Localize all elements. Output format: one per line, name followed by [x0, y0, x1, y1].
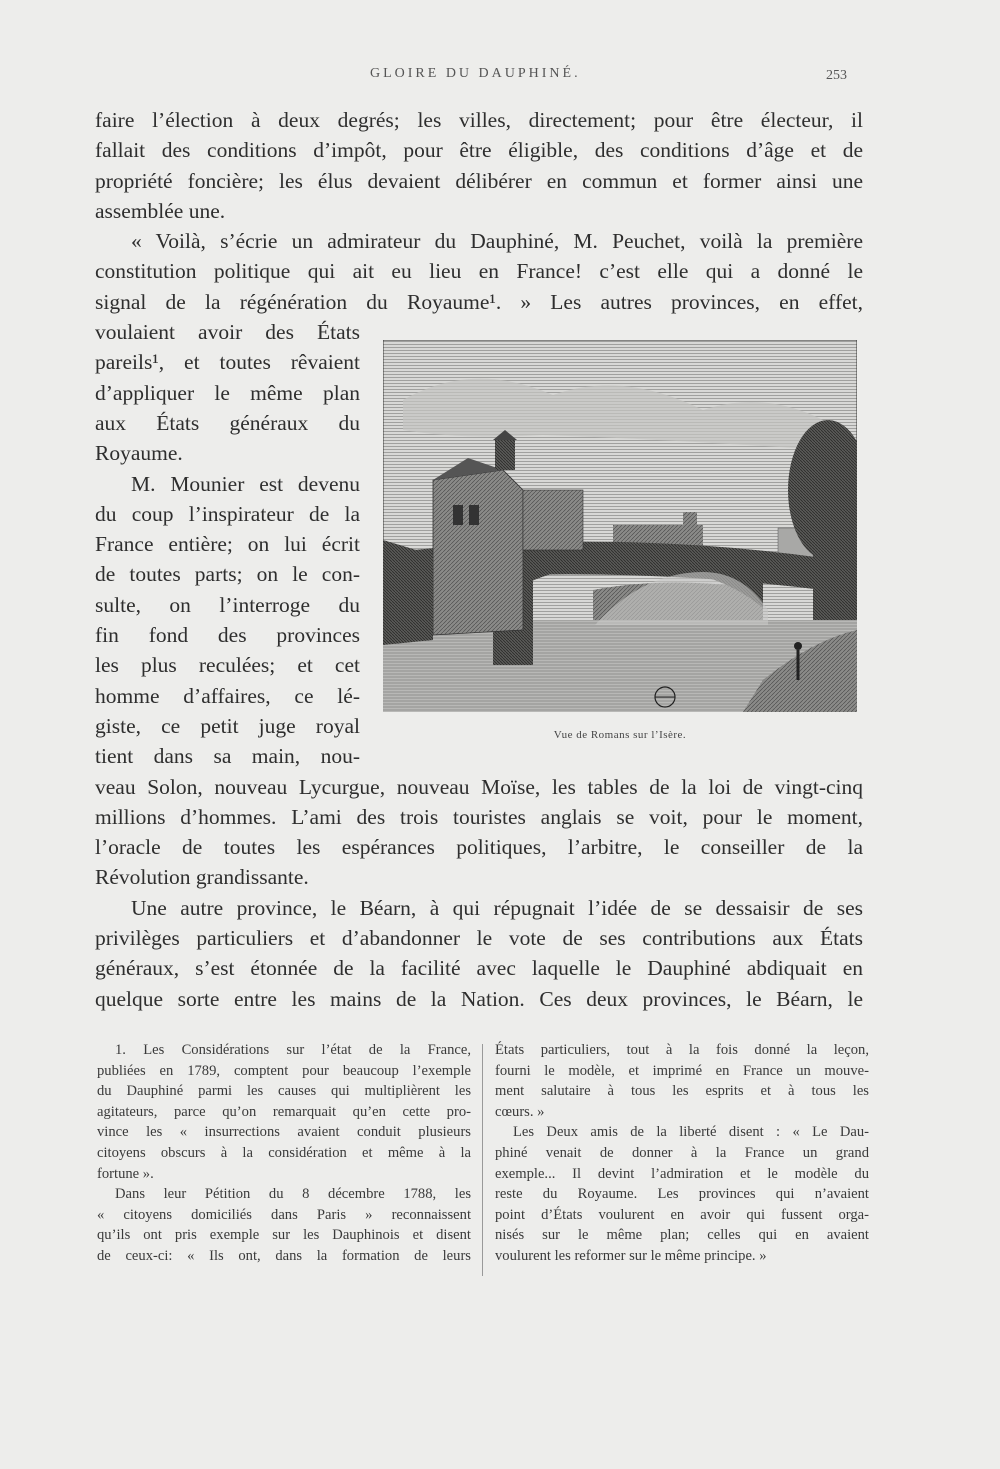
footnote-line: de ceux-ci: « Ils ont, dans la formation de leurs	[97, 1247, 471, 1264]
text-line: l’oracle de toutes les espérances politiques, l’arbitre, le conseiller de la	[95, 835, 863, 860]
text-line: constitution politique qui ait eu lieu en France! c’est elle qui a donné le	[95, 259, 863, 284]
figure-caption: Vue de Romans sur l’Isère.	[553, 729, 687, 741]
text-line: les plus reculées; et cet	[95, 653, 360, 678]
footnote-line: 1. Les Considérations sur l’état de la France,	[115, 1042, 471, 1058]
text-line: du coup l’inspirateur de la	[95, 501, 360, 526]
footnote-line: agitateurs, parce qu’on remarquait qu’en cette pro-	[97, 1103, 471, 1120]
footnote-divider	[482, 1044, 483, 1276]
footnote-line: nisés sur le même plan; celles qui en avaient	[495, 1227, 869, 1244]
footnote-line: fourni le modèle, et imprimé en France un mouve-	[495, 1062, 869, 1079]
text-line: millions d’hommes. L’ami des trois touristes anglais se voit, pour le moment,	[95, 804, 863, 829]
footnote-line: citoyens obscurs à la considération et même à la	[97, 1144, 471, 1161]
text-line: France entière; on lui écrit	[95, 532, 360, 557]
text-line: assemblée une.	[95, 198, 226, 223]
text-line: aux États généraux du	[95, 410, 360, 435]
footnote-column-left	[97, 1040, 471, 1267]
text-line: privilèges particuliers et d’abandonner le vote de ses contributions aux États	[95, 926, 863, 951]
text-line: tient dans sa main, nou-	[95, 744, 360, 769]
text-line: homme d’affaires, ce lé-	[95, 683, 360, 708]
engraving-illustration	[383, 340, 857, 712]
text-line: Une autre province, le Béarn, à qui répugnait l’idée de se dessaisir de ses	[131, 895, 863, 920]
text-line: pareils¹, et toutes rêvaient	[95, 350, 360, 375]
running-head	[0, 60, 1000, 90]
footnote-line: point d’États voulurent en avoir qui fussent orga-	[495, 1206, 869, 1223]
footnote-column-right	[495, 1040, 869, 1267]
text-line: voulaient avoir des États	[95, 320, 360, 345]
footnote-line: Dans leur Pétition du 8 décembre 1788, les	[115, 1186, 471, 1203]
text-line: de toutes parts; on le con-	[95, 562, 360, 587]
text-line: sulte, on l’interroge du	[95, 592, 360, 617]
text-line: giste, ce petit juge royal	[95, 713, 360, 738]
text-line: Royaume.	[95, 441, 183, 466]
footnote-line: qu’ils ont pris exemple sur les Dauphinois et disent	[97, 1227, 471, 1244]
text-line: généraux, s’est étonnée de la facilité avec laquelle le Dauphiné abdiquait en	[95, 956, 863, 981]
footnote-line: Les Deux amis de la liberté disent : « Le Dau-	[513, 1124, 869, 1141]
text-line: d’appliquer le même plan	[95, 380, 360, 405]
text-line: Révolution grandissante.	[95, 865, 309, 890]
footnote-line: publiées en 1789, comptent pour beaucoup l’exemple	[97, 1062, 471, 1079]
footnote-line: vince les « insurrections avaient conduit plusieurs	[97, 1124, 471, 1141]
footnote-line: cœurs. »	[495, 1103, 545, 1120]
footnote-line: reste du Royaume. Les provinces qui n’avaient	[495, 1186, 869, 1203]
footnote-line: voulurent les reformer sur le même principe. »	[495, 1247, 767, 1264]
running-title: GLOIRE DU DAUPHINÉ.	[370, 66, 581, 81]
footnote-line: fortune ».	[97, 1165, 154, 1182]
text-line: « Voilà, s’écrie un admirateur du Dauphiné, M. Peuchet, voilà la première	[131, 229, 863, 254]
footnote-line: du Dauphiné parmi les causes qui multiplièrent les	[97, 1083, 471, 1100]
footnote-line: « citoyens domiciliés dans Paris » reconnaissent	[97, 1206, 471, 1223]
footnote-line: ment salutaire à tous les esprits et à tous les	[495, 1083, 869, 1100]
text-line: quelque sorte entre les mains de la Nation. Ces deux provinces, le Béarn, le	[95, 986, 863, 1011]
footnote-line: phiné venait de donner à la France un grand	[495, 1144, 869, 1161]
text-line: fallait des conditions d’impôt, pour être éligible, des conditions d’âge et de	[95, 138, 863, 163]
text-line: fin fond des provinces	[95, 623, 360, 648]
text-line: M. Mounier est devenu	[131, 471, 360, 496]
text-line: propriété foncière; les élus devaient délibérer en commun et former ainsi une	[95, 168, 863, 193]
text-line: faire l’élection à deux degrés; les villes, directement; pour être électeur, il	[95, 108, 863, 132]
footnote-line: exemple... Il devint l’admiration et le modèle du	[495, 1165, 869, 1182]
footnote-line: États particuliers, tout à la fois donné la leçon,	[495, 1042, 869, 1058]
text-line: veau Solon, nouveau Lycurgue, nouveau Moïse, les tables de la loi de vingt-cinq	[95, 774, 863, 799]
page-number: 253	[826, 68, 847, 83]
text-line: signal de la régénération du Royaume¹. » Les autres provinces, en effet,	[95, 289, 863, 314]
